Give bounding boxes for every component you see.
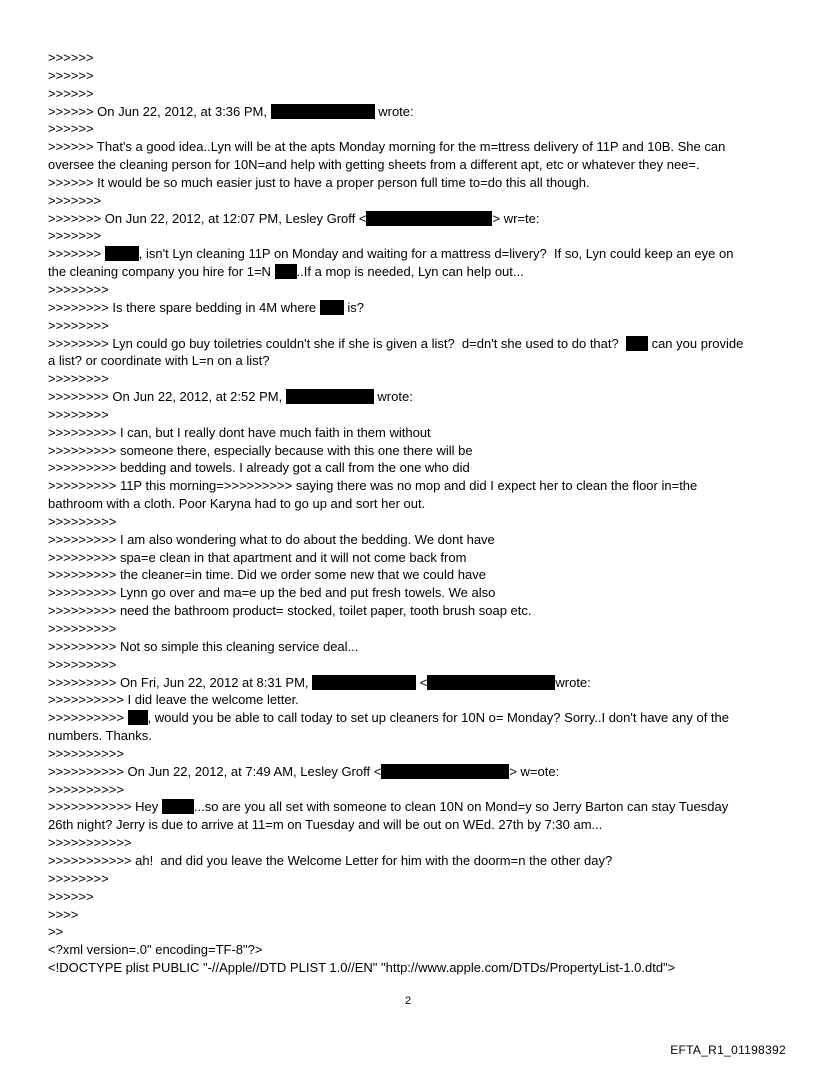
email-line [48,227,768,245]
email-line-text: >>>>>>>>> [48,513,117,529]
email-line-text: >>>>>> [48,888,94,904]
email-line-text: wrote: [374,103,414,119]
email-line [48,49,768,67]
email-line-text: the cleaning company you hire for 1=N [48,264,275,280]
email-line-text: 26th night? Jerry is due to arrive at 11=m on Tuesday and will be out on WEd. 27th by 7:30 am... [48,817,603,833]
email-line [48,584,768,602]
redaction-box [427,675,555,690]
redaction-box [626,336,648,351]
email-line-text: >>>>>>>>> [48,656,117,672]
redaction-box [366,211,492,226]
email-line-text: >>>>>>>>> I can, but I really dont have much faith in them without [48,424,431,440]
email-line-text: numbers. Thanks. [48,728,152,744]
email-line-text: >>>>>>>> [48,870,109,886]
email-line [48,406,768,424]
email-line [48,906,768,924]
email-line [48,870,768,888]
email-line [48,763,768,781]
email-line-text: <?xml version=.0" encoding=TF-8"?> [48,942,263,958]
email-line-text: ...so are you all set with someone to clean 10N on Mond=y so Jerry Barton can stay Tuesday [193,799,729,815]
email-line-text: > w=ote: [509,763,560,779]
email-line-text: <!DOCTYPE plist PUBLIC "-//Apple//DTD PLIST 1.0//EN" "http://www.apple.com/DTDs/PropertyList-1.0.dtd"> [48,960,676,976]
email-line [48,210,768,228]
email-line [48,656,768,674]
email-line [48,674,768,692]
email-line-text: >>>>>> [48,85,94,101]
email-line-text: >>>>>>>> [48,317,109,333]
email-line [48,281,768,299]
redaction-box [105,246,139,261]
redaction-box [275,264,297,279]
email-line [48,727,768,745]
email-line [48,67,768,85]
email-line [48,691,768,709]
email-line-text: < [416,674,428,690]
email-line-text: , isn't Lyn cleaning 11P on Monday and waiting for a mattress d=livery? If so, Lyn could keep an eye on [138,246,734,262]
email-line [48,442,768,460]
email-line [48,959,768,977]
email-line-text: >>>>>>>>> [48,621,117,636]
redaction-box [128,710,148,725]
email-line-text: >>>>>>>>>>> [48,835,132,851]
redaction-box [162,799,194,814]
email-line [48,335,768,353]
page-number: 2 [404,995,412,1007]
email-line-text: >>>>>>>>> I am also wondering what to do about the bedding. We dont have [48,531,495,547]
email-line [48,138,768,156]
email-line [48,103,768,121]
email-line [48,263,768,281]
email-line [48,816,768,834]
email-line-text: wrote: [373,389,413,405]
email-line [48,317,768,335]
email-line [48,424,768,442]
email-line-text: >>>>>>>>>> I did leave the welcome letter. [48,692,299,708]
email-line [48,85,768,103]
redaction-box [381,764,509,779]
redaction-box [271,104,375,119]
redaction-box [286,389,374,404]
email-line-text: >>>>>>>>> spa=e clean in that apartment and it will not come back from [48,549,467,565]
email-line [48,120,768,138]
email-line-text: >>>>>>>>>>> ah! and did you leave the Welcome Letter for him with the doorm=n the other day? [48,852,613,868]
email-line-text: >>>>>> On Jun 22, 2012, at 3:36 PM, [48,103,271,119]
email-line [48,495,768,513]
email-line [48,566,768,584]
email-line [48,620,768,638]
email-line-text: > wr=te: [492,210,540,226]
email-line-text: >>>>>> [48,67,94,83]
email-line-text: >>>>>>>> Lyn could go buy toiletries couldn't she if she is given a list? d=dn't she used to do that? [48,335,626,351]
redaction-box [320,300,344,315]
document-id: EFTA_R1_01198392 [670,1043,786,1057]
email-line-text: >>>>>>>>> bedding and towels. I already got a call from the one who did [48,460,470,476]
email-line [48,638,768,656]
email-line-text: bathroom with a cloth. Poor Karyna had to go up and sort her out. [48,496,426,512]
email-line-text: >>>>>>> [48,192,102,208]
email-line-text: , would you be able to call today to set up cleaners for 10N o= Monday? Sorry..I don't have any of the [147,710,729,726]
email-line-text: >>>>>>> [48,246,105,262]
email-line-text: >>>>>> That's a good idea..Lyn will be at the apts Monday morning for the m=ttress delivery of 11P and 10B. She can [48,139,726,155]
email-line-text: >>>>>>>>> the cleaner=in time. Did we order some new that we could have [48,567,486,583]
email-line [48,388,768,406]
email-line [48,888,768,906]
email-line [48,299,768,317]
email-line-text: >>>>>>>> Is there spare bedding in 4M where [48,299,320,315]
email-line [48,531,768,549]
email-line [48,192,768,210]
email-line [48,798,768,816]
email-line-text: >>>>>>>>> 11P this morning=>>>>>>>>> saying there was no mop and did I expect her to clean the floor in=the [48,478,698,494]
email-line-text: >>>>>>>>> someone there, especially because with this one there will be [48,442,473,458]
email-line-text: >>>>>> [48,121,94,137]
email-line [48,781,768,799]
email-line-text: oversee the cleaning person for 10N=and help with getting sheets from a different apt, etc or whatever they nee=. [48,157,700,173]
email-line-text: >>>>>> [48,50,94,65]
email-line-text: >>>>>>> [48,228,102,244]
email-line-text: >>>>>>>>>>> Hey [48,799,162,815]
email-line-text: >> [48,924,64,940]
email-line-text: >>>>>>>>> Lynn go over and ma=e up the bed and put fresh towels. We also [48,585,496,601]
email-line [48,477,768,495]
email-line [48,549,768,567]
email-line [48,941,768,959]
email-line-text: >>>>>>>>>> On Jun 22, 2012, at 7:49 AM, Lesley Groff < [48,763,382,779]
email-line-text: >>>>>>> On Jun 22, 2012, at 12:07 PM, Lesley Groff < [48,210,367,226]
email-line-text: >>>>>>>> [48,406,109,422]
email-line-text: a list? or coordinate with L=n on a list? [48,353,270,369]
email-line [48,156,768,174]
email-line-text: >>>>>>>>>> [48,745,124,761]
email-line-text: wrote: [555,674,591,690]
email-line-text: >>>>>>>> [48,371,109,387]
email-line [48,352,768,370]
email-line [48,370,768,388]
email-line [48,459,768,477]
email-line-text: ..If a mop is needed, Lyn can help out... [296,264,524,280]
email-line [48,709,768,727]
email-line-text: can you provide [647,335,744,351]
email-line [48,174,768,192]
email-line [48,852,768,870]
email-line [48,513,768,531]
email-line [48,834,768,852]
email-line-text: >>>>>>>>> need the bathroom product= stocked, toilet paper, tooth brush soap etc. [48,603,532,619]
email-line [48,245,768,263]
email-line-text: >>>>>>>> [48,281,109,297]
email-line [48,923,768,941]
email-line-text: >>>> [48,906,79,922]
email-line-text: >>>>>>>>> Not so simple this cleaning service deal... [48,638,359,654]
email-body [48,49,768,977]
email-line-text: is? [343,299,364,315]
email-line-text: >>>>>>>>>> [48,710,128,726]
redaction-box [312,675,416,690]
email-line-text: >>>>>>>>> On Fri, Jun 22, 2012 at 8:31 PM, [48,674,313,690]
email-line-text: >>>>>>>>>> [48,781,124,797]
email-line [48,602,768,620]
email-line-text: >>>>>>>> On Jun 22, 2012, at 2:52 PM, [48,389,286,405]
email-line [48,745,768,763]
email-line-text: >>>>>> It would be so much easier just to have a proper person full time to=do this all though. [48,174,590,190]
